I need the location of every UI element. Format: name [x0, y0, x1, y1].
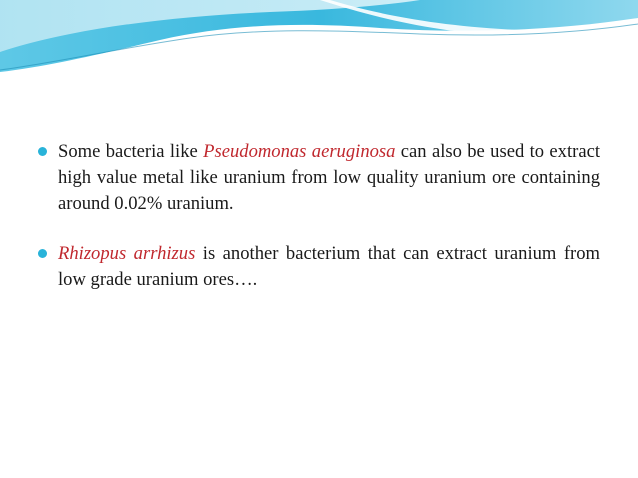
bullet-text-after: can also be used to extract high value metal like uranium from low quality uranium ore containing around 0.02% uranium. [58, 141, 600, 214]
species-name: Rhizopus arrhizus [58, 243, 196, 264]
bullet-dot-icon [38, 249, 47, 258]
bullet-text-after: is another bacterium that can extract uranium from low grade uranium ores…. [58, 243, 600, 290]
bullet-item [38, 139, 600, 217]
bullet-item [38, 241, 600, 293]
species-name: Pseudomonas aeruginosa [203, 141, 396, 162]
header-wave-decoration [0, 0, 638, 80]
slide-content [38, 139, 600, 317]
bullet-text-before: Some bacteria like [58, 141, 204, 162]
bullet-dot-icon [38, 147, 47, 156]
